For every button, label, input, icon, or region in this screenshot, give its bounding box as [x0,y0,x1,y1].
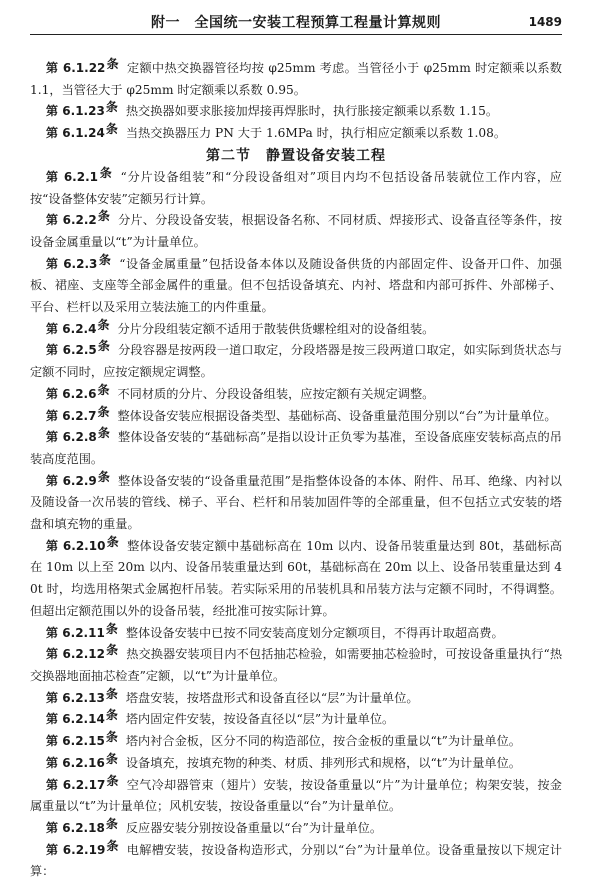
clause-number: 6.2.18 [62,820,105,835]
clause-text: 塔内固定件安装，按设备直径以“层”为计量单位。 [125,712,395,727]
clause-suffix: 条 [97,209,111,224]
clause-prefix: 第 [45,755,59,770]
clause-label [45,469,111,488]
clause-suffix: 条 [99,165,113,180]
clause-number: 6.2.13 [62,690,105,705]
clause-suffix: 条 [106,838,119,853]
clause-prefix: 第 [45,126,59,141]
clause [30,319,562,341]
clause-prefix: 第 [45,408,59,423]
clause-number: 6.2.9 [62,473,97,488]
clause-suffix: 条 [97,382,110,397]
clause-number: 6.2.15 [62,734,105,749]
clause-text: 分段容器是按两段一道口取定，分段塔器是按三段两道口取定，如实际到货状态与定额不同时，应按定额规定调整。 [30,343,563,380]
clause-prefix: 第 [45,712,59,727]
clause-prefix: 第 [45,820,59,835]
clause-label [45,57,119,75]
clause-label [45,382,110,401]
clause-suffix: 条 [105,730,118,745]
clause [30,58,562,101]
clause-prefix: 第 [45,842,59,857]
clause-suffix: 条 [97,426,111,441]
clause-prefix: 第 [45,61,59,75]
clause-text: 设备填充，按填充物的种类、材质、排列形式和规格，以“t”为计量单位。 [125,755,521,770]
clause-label [45,621,118,640]
clause-suffix: 条 [105,621,118,636]
clause-label [45,122,118,141]
clause-text: 整体设备安装中已按不同安装高度划分定额项目，不得再计取超高费。 [125,625,504,640]
clause-prefix: 第 [45,473,59,488]
clause-suffix: 条 [106,643,119,658]
clause-suffix: 条 [106,773,119,788]
clause-text: 电解槽安装，按设备构造形式，分别以“台”为计量单位。设备重量按以下规定计算： [30,842,562,879]
clause-label [45,339,111,358]
clause [30,427,562,470]
clause-label [45,708,118,727]
clause-number: 6.2.3 [63,256,98,271]
clause-label [45,773,119,792]
clause-text: 整体设备安装应根据设备类型、基础标高、设备重量范围分别以“台”为计量单位。 [117,408,557,423]
clause-number: 6.1.23 [62,104,105,119]
clause-prefix: 第 [45,625,59,640]
clause-label [45,317,110,336]
clause-number: 6.2.7 [62,408,97,423]
clause-label [45,100,118,119]
clause-prefix: 第 [45,104,59,119]
clause-text: 分片分段组装定额不适用于散装供货螺栓组对的设备组装。 [117,321,435,336]
clause-suffix: 条 [106,534,120,549]
clause-number: 6.2.8 [62,430,97,445]
clause-prefix: 第 [45,343,59,358]
running-header [30,8,562,35]
clause-prefix: 第 [45,538,59,553]
clause-label [45,165,113,184]
clause-text: 整体设备安装定额中基础标高在 10m 以内、设备吊装重量达到 80t，基础标高在 10m 以上至 20m 以内、设备吊装重量达到 60t，基础标高在 20m 以上、设备吊装重量达到 40t 时，均选用格架式金属抱杆吊装。若实际采用的吊装机具和吊装方法与定额不同时，不得调整。但超出定额范围以外的设备吊装，经批准可按实际计算。 [30,538,562,618]
clause-prefix: 第 [45,647,59,662]
clause-text: 分片、分段设备安装，根据设备名称、不同材质、焊接形式、设备直径等条件，按设备金属重量以“t”为计量单位。 [30,213,563,249]
clause [30,471,562,536]
clause-text: “分片设备组装”和“分段设备组对”项目内均不包括设备吊装就位工作内容，应按“设备整体安装”定额另行计算。 [30,169,562,206]
clause-number: 6.2.14 [62,712,105,727]
clause-label [45,404,110,423]
clause-text: “设备金属重量”包括设备本体以及随设备供货的内部固定件、设备开口件、加强板、裙座、支座等全部金属件的重量。但不包括设备填充、内衬、塔盘和内部可拆件、外部梯子、平台、栏杆以及采用立装法施工的内件重量。 [30,256,562,315]
clause-number: 6.2.19 [62,842,106,857]
clause-suffix: 条 [105,708,118,723]
clause [30,731,562,753]
clause-text: 塔内衬合金板，区分不同的构造部位，按合金板的重量以“t”为计量单位。 [125,734,521,749]
clause-number: 6.2.1 [63,169,98,184]
clause-text: 整体设备安装的“基础标高”是指以设计正负零为基准，至设备底座安装标高点的吊装高度范围。 [30,430,562,466]
section-heading: 第二节 静置设备安装工程 [206,147,386,164]
clause-suffix: 条 [105,751,118,766]
clause-number: 6.2.12 [62,647,105,662]
clause [30,101,562,123]
clause-label [45,209,111,228]
clause [30,623,562,645]
clause-suffix: 条 [97,317,110,332]
clause-suffix: 条 [105,100,118,115]
clause [30,840,562,883]
clause [30,818,562,840]
clause-prefix: 第 [45,777,59,792]
clause-text: 热交换器安装项目内不包括抽芯检验，如需要抽芯检验时，可按设备重量执行“热交换器地面抽芯检查”定额，以“t”为计量单位。 [30,647,563,683]
clause [30,406,562,428]
clause-text: 空气冷却器管束（翅片）安装，按设备重量以“片”为计量单位；构架安装，按金属重量以“t”为计量单位；风机安装，按设备重量以“台”为计量单位。 [30,777,562,814]
clause [30,644,562,687]
clause-number: 6.2.2 [62,213,97,228]
clause-suffix: 条 [97,339,111,354]
clause-number: 6.1.24 [62,126,105,141]
clause-prefix: 第 [45,386,59,401]
clause [30,254,562,319]
clause-suffix: 条 [106,57,119,71]
clause [30,775,562,818]
clause-prefix: 第 [45,256,59,271]
clause-label [45,816,118,835]
clause-suffix: 条 [105,686,118,701]
clause-text: 当热交换器压力 PN 大于 1.6MPa 时，执行相应定额乘以系数 1.08。 [125,126,507,141]
clause-number: 6.2.17 [62,777,106,792]
clause [30,167,562,210]
clause-label [45,534,120,553]
page-number: 1489 [528,15,562,29]
clause-number: 6.2.10 [62,538,106,553]
clause [30,210,562,253]
clause-number: 6.1.22 [62,61,106,75]
clause [30,688,562,710]
clause [30,340,562,383]
clause-text: 塔盘安装，按塔盘形式和设备直径以“层”为计量单位。 [125,690,419,705]
clause-prefix: 第 [45,213,59,228]
clause-label [45,643,119,662]
clause-suffix: 条 [98,252,112,267]
clause-label [45,730,118,749]
document-body [30,58,562,883]
clause [30,384,562,406]
clause [30,536,562,623]
clause [30,753,562,775]
clause-text: 不同材质的分片、分段设备组装，应按定额有关规定调整。 [117,386,435,401]
clause-suffix: 条 [105,122,118,137]
clause-number: 6.2.6 [62,386,97,401]
clause-number: 6.2.5 [62,343,97,358]
clause-prefix: 第 [45,321,59,336]
clause-prefix: 第 [45,734,59,749]
clause-label [45,751,118,770]
clause-label [45,426,111,445]
clause-text: 热交换器如要求胀接加焊接再焊胀时，执行胀接定额乘以系数 1.15。 [125,104,499,119]
clause-number: 6.2.4 [62,321,97,336]
clause-label [45,838,119,857]
clause-number: 6.2.16 [62,755,105,770]
clause-suffix: 条 [97,469,111,484]
clause-number: 6.2.11 [62,625,105,640]
clause-prefix: 第 [45,169,59,184]
clause [30,123,562,145]
header-title: 附一 全国统一安装工程预算工程量计算规则 [151,15,441,31]
clause-prefix: 第 [45,430,59,445]
clause-text: 整体设备安装的“设备重量范围”是指整体设备的本体、附件、吊耳、绝缘、内衬以及随设备一次吊装的管线、梯子、平台、栏杆和吊装加固件等的全部重量，但不包括立式安装的塔盘和填充物的重量。 [30,473,562,532]
clause-suffix: 条 [105,816,118,831]
clause-label [45,686,118,705]
clause-text: 定额中热交换器管径均按 φ25mm 考虑。当管径小于 φ25mm 时定额乘以系数 1.1，当管径大于 φ25mm 时定额乘以系数 0.95。 [30,61,562,97]
clause [30,709,562,731]
clause-text: 反应器安装分别按设备重量以“台”为计量单位。 [125,820,383,835]
clause-label [45,252,112,271]
clause-prefix: 第 [45,690,59,705]
clause-suffix: 条 [97,404,110,419]
